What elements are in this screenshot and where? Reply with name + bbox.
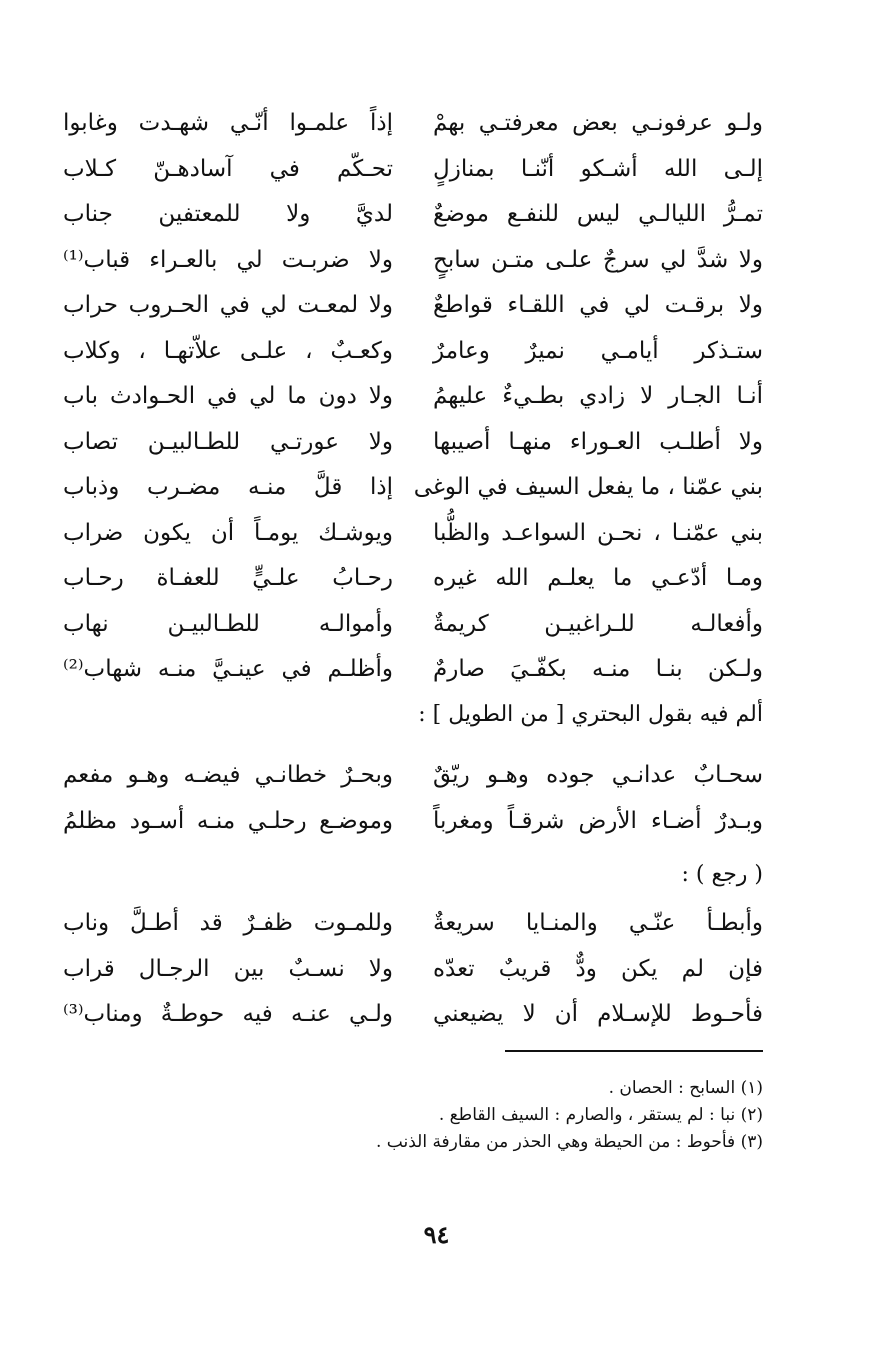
verse bbox=[63, 806, 763, 852]
verse-second-hemistich: وموضـع رحلـي منـه أسـود مظلمُ bbox=[63, 807, 393, 834]
verse-first-hemistich: فإن لم يكن ودٌّ قريبٌ تعدّه bbox=[433, 955, 763, 982]
verse-second-hemistich: إذا قلَّ منـه مضـرب وذباب bbox=[63, 474, 393, 500]
verse-first-hemistich: فأحـوط للإسـلام أن لا يضيعني bbox=[433, 1001, 763, 1027]
verse-second-hemistich: ولا دون ما لي في الحـوادث باب bbox=[63, 383, 393, 409]
verse-second-hemistich: ولا لمعـت لي في الحـروب حراب bbox=[63, 292, 393, 318]
verse-second-hemistich: ولا نسـبٌ بين الرجـال قراب bbox=[63, 955, 393, 982]
verse-second-hemistich: ولـي عنـه فيه حوطـةٌ ومناب⁽³⁾ bbox=[63, 1001, 393, 1027]
verse bbox=[63, 336, 763, 382]
footnote: (٣) فأحوط : من الحيطة وهي الحذر من مقارفة الذنب . bbox=[375, 1132, 763, 1152]
verse bbox=[63, 154, 763, 200]
verse-first-hemistich: وأبطـأ عنّـي والمنـايا سريعةٌ bbox=[433, 910, 763, 936]
verse bbox=[63, 245, 763, 291]
verse-first-hemistich: ولا أطلـب العـوراء منهـا أصيبها bbox=[433, 428, 763, 455]
verse-second-hemistich: وأموالـه للطـالبيـن نهاب bbox=[63, 610, 393, 637]
verse bbox=[63, 381, 763, 427]
verse-first-hemistich: ستـذكر أيامـي نميرٌ وعامرٌ bbox=[433, 337, 763, 364]
verse-first-hemistich: بني عمّنـا ، نحـن السواعـد والظُّبا bbox=[433, 519, 763, 546]
return-note: ( رجع ) : bbox=[681, 862, 763, 887]
poem-block-1 bbox=[63, 108, 763, 700]
verse-second-hemistich: ولا عورتـي للطـالبيـن تصاب bbox=[63, 428, 393, 455]
verse bbox=[63, 108, 763, 154]
verse bbox=[63, 654, 763, 700]
verse-second-hemistich: ويوشـك يومـاً أن يكون ضراب bbox=[63, 519, 393, 546]
verse bbox=[63, 609, 763, 655]
verse bbox=[63, 472, 763, 518]
verse-first-hemistich: سحـابٌ عدانـي جوده وهـو ريّقٌ bbox=[433, 762, 763, 788]
verse-first-hemistich: ولـو عرفونـي بعض معرفتـي بهمْ bbox=[433, 110, 763, 136]
verse bbox=[63, 999, 763, 1045]
verse-first-hemistich: تمـرُّ الليالـي ليس للنفـع موضعٌ bbox=[433, 201, 763, 227]
verse-second-hemistich: رحـابُ علـيٍّ للعفـاة رحـاب bbox=[63, 565, 393, 591]
verse bbox=[63, 954, 763, 1000]
verse bbox=[63, 290, 763, 336]
verse-second-hemistich: وللمـوت ظفـرٌ قد أطـلَّ وناب bbox=[63, 910, 393, 936]
verse bbox=[63, 908, 763, 954]
verse bbox=[63, 760, 763, 806]
verse-first-hemistich: ولـكن بنـا منـه بكفّـيَ صارمٌ bbox=[433, 656, 763, 682]
verse-first-hemistich: ومـا أدّعـي ما يعلـم الله غيره bbox=[433, 565, 763, 591]
intro-note: ألم فيه بقول البحتري [ من الطويل ] : bbox=[418, 702, 763, 727]
verse-first-hemistich: ولا شدَّ لي سرجٌ علـى متـن سابحٍ bbox=[433, 246, 763, 273]
verse-first-hemistich: وبـدرٌ أضـاء الأرض شرقـاً ومغرباً bbox=[433, 807, 763, 834]
verse-second-hemistich: إذاً علمـوا أنّـي شهـدت وغابوا bbox=[63, 110, 393, 136]
verse-first-hemistich: إلـى الله أشـكو أنّنـا بمنازلٍ bbox=[433, 155, 763, 182]
footnote: (١) السابح : الحصان . bbox=[608, 1078, 763, 1098]
verse bbox=[63, 563, 763, 609]
verse-second-hemistich: وأظلـم في عينـيَّ منـه شهاب⁽²⁾ bbox=[63, 656, 393, 682]
verse-first-hemistich: وأفعالـه للـراغبيـن كريمةٌ bbox=[433, 610, 763, 637]
footnote: (٢) نبا : لم يستقر ، والصارم : السيف القاطع . bbox=[438, 1105, 763, 1125]
verse-first-hemistich: ولا برقـت لي في اللقـاء قواطعٌ bbox=[433, 292, 763, 318]
poem-block-3 bbox=[63, 908, 763, 1045]
verse-first-hemistich: أنـا الجـار لا زادي بطـيءٌ عليهمُ bbox=[433, 383, 763, 409]
verse bbox=[63, 518, 763, 564]
verse-second-hemistich: ولا ضربـت لي بالعـراء قباب⁽¹⁾ bbox=[63, 246, 393, 273]
verse-first-hemistich: بني عمّنا ، ما يفعل السيف في الوغى bbox=[413, 474, 763, 500]
verse bbox=[63, 199, 763, 245]
verse bbox=[63, 427, 763, 473]
verse-second-hemistich: وكعـبٌ ، علـى علاّتهـا ، وكلاب bbox=[63, 337, 393, 364]
verse-second-hemistich: وبحـرٌ خطانـي فيضـه وهـو مفعم bbox=[63, 762, 393, 788]
page-number: ٩٤ bbox=[423, 1220, 450, 1249]
footnotes bbox=[376, 1075, 763, 1156]
verse-second-hemistich: تحـكّم في آسادهـنّ كـلاب bbox=[63, 155, 393, 182]
poem-block-2 bbox=[63, 760, 763, 851]
footnote-separator bbox=[505, 1050, 763, 1052]
verse-second-hemistich: لديَّ ولا للمعتفين جناب bbox=[63, 201, 393, 227]
